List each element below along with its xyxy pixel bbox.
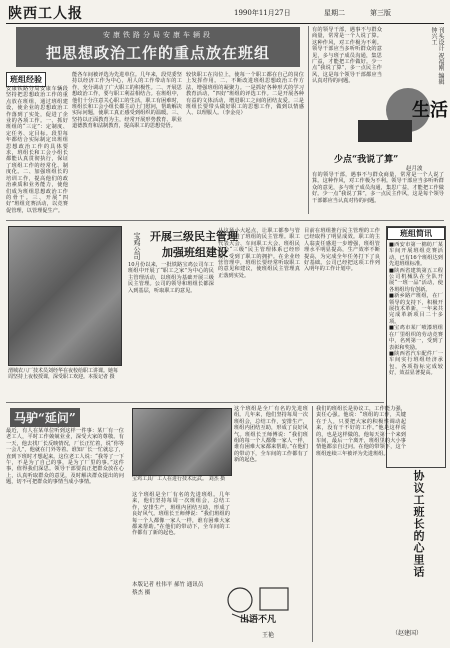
masthead [6,3,444,24]
issue-date: 1990年11月27日 [234,9,291,17]
bottom-right-byline: （赵建国） [392,630,423,637]
top-article-kicker: 安康铁路分局安康车辆段 [103,31,213,39]
top-article-headline: 把思想政治工作的重点放在班组 [45,44,270,62]
workers-photo [132,408,232,476]
middle-article-col-3: 目前在班组推行民主管理的工作已经取得了明显成效。职工的主人翁责任感进一步增强，班组管理水平明显提高，生产效率不断提高，为完成全年任务打下了良好基础。公司已经把这项工作列入明年的工作计划中。 [304,228,380,273]
life-art-title: 生活 [412,100,448,121]
top-article-col-3: 较快职工在岗位上，使每一个职工都在自己的岗位上发挥作用。二、不断改进班组思想政治工作方法，增强班组的凝聚力。一是抓好各种形式的学习教育活动，“四好”班组的评选工作。二是开展各种有益的文体活动，增进职工之间的团结友爱。三是班组长要带头做好职工的思想工作，做到以情感人、以理服人。（李金亮） [186,72,304,117]
middle-article-headline-2: 加强班组建设 [162,246,228,259]
bottom-right-vertical-title: 协议工班长的心里话 [412,470,425,578]
right-top-byline: 赵月波 [406,166,423,172]
brief-item: ■宝鸡市某厂喷漆班组在厂里组织的劳动竞赛中，名列第一，受到了表彰和奖励。 [389,325,443,351]
section-divider [6,402,384,403]
classroom-photo-caption: 渭城农八厂技术员刘经华在夜校给职工讲课。她每周坚持上夜校授课，深受职工欢迎。本报记者 摄 [8,368,119,380]
bottom-right-body: 我们的班组长是协议工，工作能力强，责任心强。他说：“班组的工作，关键在于人，只要把大家的积极性调动起来，没有干不好的工作。”他是这样说的，也是这样做的。他每天第一个来到车间，最后一个离开，班组里的大小事情他都亲自过问。在他的带领下，这个班组连续三年被评为先进班组。 [316,406,406,457]
middle-article-col-1: 10月份以来，一批铁路宝鸡公司车工班组中开展了“职工之家”为中心的民主管理活动，以班组为基础开展三级民主管理。公司的领导和班组长都深入到基层，听取职工的意见。 [128,262,214,294]
bottom-left-body: 最近，有人在某单位听到这样一件事：某厂有一位老工人，平时工作兢兢业业，深受大家的尊敬。有一天，他去找厂长反映情况，厂长正忙着，说“你等一会儿”，他就在门外等着。谁知厂长一忙就忘了，直到下班时才想起来。这位老工人说：“我等了一下午，不是为了自己的事，是为了厂里的事。”这件事，值得我们深思。领导干部要真正把群众放在心上，认真听取群众的意见，及时解决群众提出的问题，切不可把群众的事情当成小事情。 [6,428,124,486]
bottom-left-footer-byline: 本版记者 杜伟平 郝竹 通讯员 蔡杰 摄 [132,582,204,596]
page-number: 第三版 [370,9,391,17]
briefs-title: 班组简讯 [387,227,445,240]
decorative-block [358,120,412,142]
classroom-photo [8,226,122,366]
brief-item: ■陕西省汽车配件厂一车间实行班组经济承包，各项指标完成较好，效益显著提高。 [389,350,443,377]
top-article-subhead: 班组经验 [6,72,46,87]
column-divider [308,26,309,214]
right-top-body: 有的领导干部，遇事不与群众商量，常常是一个人说了算。这种作风，对工作极为不利。领导干部应当多听听群众的意见，多与班子成员沟通，集思广益，才能把工作做好。少一点“我说了算”，多一点民主作风，这是每个领导干部都应当认真对待的问题。 [312,172,444,204]
issue-weekday: 星期二 [324,9,345,17]
column-divider [312,406,313,642]
top-article-banner [16,27,300,67]
bottom-left-headline: 马驴“延问” [10,408,80,427]
brief-item: ■新乡路产班组，在厂领导的支持下，积极开展技术革新，一年来共完成革新项目二十多项。 [389,293,443,325]
middle-article-col-2: 从这场小大起点，让职工都参与管理，促进了班组的民主管理。职工代表大会、车间职工大会、班组民主会“三级”民主管理体系已经形成，受到了职工的拥护。在企业经营管理中，班组长要经常听取职工的意见和建议，使班组民主管理真正落到实处。 [218,228,300,279]
editor-credit: 刊头设计 祝福刚 编辑 钟兴工 [430,27,444,85]
cartoon-sign [260,588,288,610]
brief-item: ■陕西省建筑第五工程公司机械队在全队开展“一班一品”活动，使各班组均有创新。 [389,267,443,293]
cartoon-caption: 出语不凡 [240,615,277,625]
workers-photo-caption: 宝鸡工具厂工人在进行技术比武。 刘杰 摄 [132,476,226,482]
middle-article-headline-1: 开展三级民主管理 [150,230,238,243]
right-top-text: 有的领导干部，遇事不与群众商量，常常是一个人说了算。这种作风，对工作极为不利。领导干部应当多听听群众的意见，多与班子成员沟通，集思广益，才能把工作做好。少一点“我说了算”，多一点民主作风，这是每个领导干部都应当认真对待的问题。 [312,27,382,85]
newspaper-title: 陕西工人报 [8,6,83,22]
right-top-headline: 少点“我说了算” [334,155,399,165]
cartoon-byline: 王艳 [262,632,275,639]
bottom-mid-body-2: 这个班组是全厂有名的先进班组。几年来，他们坚持每周一次班组会，总结工作，安排生产，班组内团结互助，形成了良好风气。班组长王师傅说：“我们班组的每一个人都像一家人一样，谁有困难大家都来帮助。”在他们的带动下，全车间的工作都有了新的起色。 [132,492,230,537]
top-article-col-2: 能各车间被评选为先进单位。几年来，段党委坚持以经济工作为中心，用人的工作带动车的工作，充分调动了广大职工的积极性。二、开展思想政治工作，要与职工利益相结合。在班组中，他们十分注意关心职工的生活，职工有困难时，班组长和工会小组长都主动上门慰问，帮助解决实际问题，使职工真正感受到组织的温暖。三、坚持以正面教育为主，经常开展形势教育、职业道德教育和法制教育，提高职工的思想觉悟。 [72,72,182,130]
bottom-mid-body: 这个班组是全厂有名的先进班组。几年来，他们坚持每周一次班组会，总结工作，安排生产，班组内团结互助，形成了良好风气。班组长王师傅说：“我们班组的每一个人都像一家人一样，谁有困难大家都来帮助。”在他们的带动下，全车间的工作都有了新的起色。 [234,406,308,464]
section-divider [6,220,444,221]
cartoon-face [228,588,252,612]
life-column-art [336,80,448,150]
brief-item: ■西安市第一棉纺厂某车间开展班组竞赛活动，已有16个班组达到先进班组标准。 [389,242,443,268]
middle-article-kicker: 宝鸡公司 [133,232,141,260]
top-article-col-1: 安康铁路分局安康车辆段坚持把思想政治工作的重点放在班组，通过班组建设，使企业的思想政治工作落到了实处，促进了企业的各项工作。一、抓好班组的“三定”：定制度、定任务、定目标。段里每年都结合实际制定出班组思想政治工作的具体要求，班组长和工会小组长都能认真贯彻执行，保证了班组工作的经常化、制度化。二、加强班组长的培训工作，提高他们的政治素质和业务能力，使他们成为班组思想政治工作的骨干。三、开展“四好”班组竞赛活动，以竞赛促管理，以管理促生产。 [6,86,68,214]
